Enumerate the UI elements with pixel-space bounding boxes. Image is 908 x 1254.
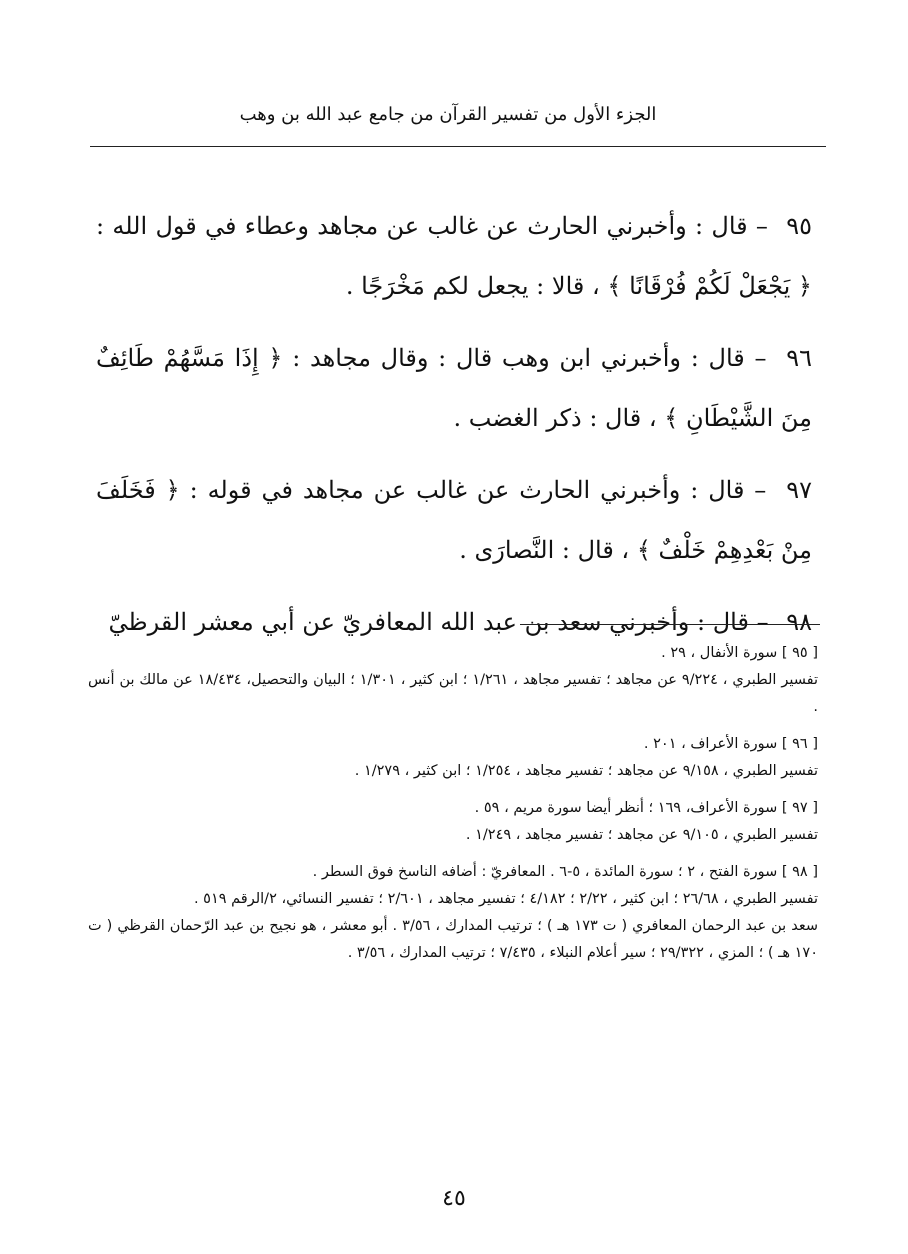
entry-text-before: قال : وأخبرني الحارث عن غالب عن مجاهد وعطاء في قول الله : xyxy=(96,212,748,240)
entry-96 xyxy=(96,328,812,448)
footnote-line: تفسير الطبري ، ٩/٢٢٤ عن مجاهد ؛ تفسير مجاهد ، ١/٢٦١ ؛ ابن كثير ، ١/٣٠١ ؛ البيان والتحصيل، ١٨/٤٣٤ عن مالك بن أنس . xyxy=(88,672,819,715)
quran-quote: ﴿ فَخَلَفَ مِنْ بَعْدِهِمْ خَلْفٌ ﴾ xyxy=(96,476,812,564)
quran-quote: ﴿ يَجْعَلْ لَكُمْ فُرْقَانًا ﴾ xyxy=(607,272,812,300)
entry-dash: – xyxy=(744,476,767,504)
entry-text-after: ، قالا : يجعل لكم مَخْرَجًا . xyxy=(345,272,600,300)
footnote-95 xyxy=(88,640,818,721)
entry-95 xyxy=(96,196,812,316)
main-text xyxy=(96,196,812,664)
entry-number: ٩٨ xyxy=(786,608,812,636)
running-header: الجزء الأول من تفسير القرآن من جامع عبد الله بن وهب xyxy=(239,104,657,125)
footnote-line: [ ٩٨ ] سورة الفتح ، ٢ ؛ سورة المائدة ، ٥-٦ . المعافريّ : أضافه الناسخ فوق السطر . xyxy=(312,864,818,880)
entry-dash: – xyxy=(748,608,769,636)
entry-text-before: قال : وأخبرني الحارث عن غالب عن مجاهد في قوله : xyxy=(189,476,745,504)
entry-text-after: ، قال : ذكر الغضب . xyxy=(453,404,657,432)
entry-number: ٩٦ xyxy=(786,344,812,372)
footnote-rule xyxy=(520,624,820,625)
footnote-97 xyxy=(88,795,818,849)
entry-text-after: ، قال : النَّصارَى . xyxy=(459,536,630,564)
entry-dash: – xyxy=(744,344,767,372)
footnote-line: [ ٩٥ ] سورة الأنفال ، ٢٩ . xyxy=(661,645,818,661)
footnote-line: تفسير الطبري ، ٩/١٠٥ عن مجاهد ؛ تفسير مجاهد ، ١/٢٤٩ . xyxy=(465,827,818,843)
page-number: ٤٥ xyxy=(442,1186,466,1211)
footnote-96 xyxy=(88,731,818,785)
quran-quote: ﴿ إِذَا مَسَّهُمْ طَائِفٌ مِنَ الشَّيْطَانِ ﴾ xyxy=(96,344,812,432)
header-rule xyxy=(90,146,826,147)
footnote-98 xyxy=(88,859,818,967)
entry-text-before: قال : وأخبرني ابن وهب قال : وقال مجاهد : xyxy=(292,344,745,372)
footnote-line: [ ٩٦ ] سورة الأعراف ، ٢٠١ . xyxy=(643,736,818,752)
footnote-line: تفسير الطبري ، ٩/١٥٨ عن مجاهد ؛ تفسير مجاهد ، ١/٢٥٤ ؛ ابن كثير ، ١/٢٧٩ . xyxy=(354,763,818,779)
entry-dash: – xyxy=(747,212,768,240)
entry-number: ٩٧ xyxy=(786,476,812,504)
footnote-line: [ ٩٧ ] سورة الأعراف، ١٦٩ ؛ أنظر أيضا سورة مريم ، ٥٩ . xyxy=(474,800,818,816)
entry-97 xyxy=(96,460,812,580)
footnote-line: تفسير الطبري ، ٢٦/٦٨ ؛ ابن كثير ، ٢/٢٢ ؛ ٤/١٨٢ ؛ تفسير مجاهد ، ٢/٦٠١ ؛ تفسير النسائي، ٢/الرقم ٥١٩ . xyxy=(193,891,818,907)
entry-text-before: قال : وأخبرني سعد بن عبد الله المعافريّ عن أبي معشر القرظيّ xyxy=(108,608,749,636)
footnotes xyxy=(88,640,818,977)
entry-number: ٩٥ xyxy=(786,212,813,240)
footnote-line: سعد بن عبد الرحمان المعافري ( ت ١٧٣ هـ ) ؛ ترتيب المدارك ، ٣/٥٦ . أبو معشر ، هو نجيح بن عبد الرّحمان القرظي ( ت ١٧٠ هـ ) ؛ المزي ، ٢٩/٣٢٢ ؛ سير أعلام النبلاء ، ٧/٤٣٥ ؛ ترتيب المدارك ، ٣/٥٦ . xyxy=(88,918,818,961)
